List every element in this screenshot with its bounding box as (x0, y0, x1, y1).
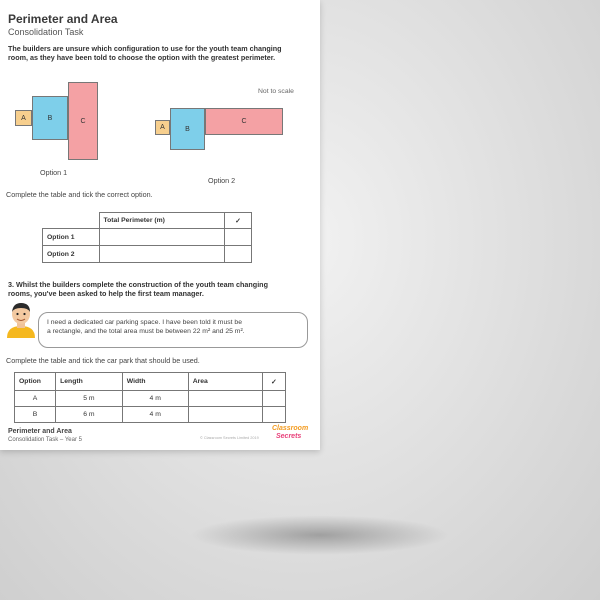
area-header: Area (188, 373, 262, 391)
option2-shape-b (170, 108, 205, 150)
speech-line1: I need a dedicated car parking space. I have been told it must be (47, 319, 242, 326)
option2-tick-cell[interactable] (225, 246, 252, 263)
length-cell-b: 6 m (56, 407, 123, 423)
page-title: Perimeter and Area (8, 12, 118, 26)
option1-shape-a (15, 110, 32, 126)
row-label-option1: Option 1 (43, 229, 100, 246)
option1-tick-cell[interactable] (225, 229, 252, 246)
width-cell-b: 4 m (122, 407, 188, 423)
question1-text (8, 44, 282, 62)
area-cell-a[interactable] (188, 391, 262, 407)
shape-label-a: A (160, 124, 165, 131)
option1-caption: Option 1 (40, 168, 68, 177)
table-row (43, 246, 252, 263)
table-row (43, 229, 252, 246)
footer-subtitle: Consolidation Task – Year 5 (8, 437, 82, 443)
total-perimeter-header: Total Perimeter (m) (99, 213, 225, 229)
area-cell-b[interactable] (188, 407, 262, 423)
question3-text (8, 280, 268, 298)
classroom-secrets-logo (272, 425, 316, 443)
option2-caption: Option 2 (208, 176, 236, 185)
shape-label-a: A (21, 114, 26, 122)
option2-shape-c (205, 108, 283, 135)
tick-header: ✓ (225, 213, 252, 229)
footer-title: Perimeter and Area (8, 428, 72, 435)
sheet-shadow (190, 515, 450, 555)
tick-header: ✓ (262, 373, 285, 391)
option1-shape-c (68, 82, 98, 160)
manager-avatar (4, 300, 38, 338)
option1-shape-b (32, 96, 68, 140)
option-cell-b: B (15, 407, 56, 423)
speech-line2: a rectangle, and the total area must be between 22 m² and 25 m². (47, 328, 245, 335)
shape-label-b: B (47, 114, 53, 122)
copyright-text: © Classroom Secrets Limited 2019 (200, 436, 259, 440)
tick-cell-a[interactable] (262, 391, 285, 407)
shape-label-c: C (80, 117, 86, 125)
question3-line2: rooms, you've been asked to help the first team manager. (8, 289, 204, 298)
length-header: Length (56, 373, 123, 391)
worksheet (0, 0, 320, 450)
option-cell-a: A (15, 391, 56, 407)
table-row (15, 407, 286, 423)
shape-label-c: C (241, 118, 247, 125)
option2-shape-a (155, 120, 170, 135)
car-park-table (14, 372, 286, 423)
question1-line1: The builders are unsure which configuration to use for the youth team changing (8, 44, 282, 53)
question1-instruction: Complete the table and tick the correct option. (6, 190, 153, 199)
perimeter-table (42, 212, 252, 263)
question3-line1: 3. Whilst the builders complete the construction of the youth team changing (8, 280, 268, 289)
table-corner (43, 213, 100, 229)
option-header: Option (15, 373, 56, 391)
table-row (15, 391, 286, 407)
question1-line2: room, as they have been told to choose the option with the greatest perimeter. (8, 53, 276, 62)
width-header: Width (122, 373, 188, 391)
not-to-scale-label: Not to scale (258, 88, 294, 95)
question3-instruction: Complete the table and tick the car park that should be used. (6, 356, 200, 365)
option2-perimeter-cell[interactable] (99, 246, 225, 263)
speech-bubble (38, 312, 308, 348)
shape-label-b: B (185, 125, 190, 133)
width-cell-a: 4 m (122, 391, 188, 407)
length-cell-a: 5 m (56, 391, 123, 407)
row-label-option2: Option 2 (43, 246, 100, 263)
logo-line2: Secrets (276, 433, 302, 440)
tick-cell-b[interactable] (262, 407, 285, 423)
option1-perimeter-cell[interactable] (99, 229, 225, 246)
page-subtitle: Consolidation Task (8, 27, 84, 37)
logo-line1: Classroom (272, 425, 309, 432)
